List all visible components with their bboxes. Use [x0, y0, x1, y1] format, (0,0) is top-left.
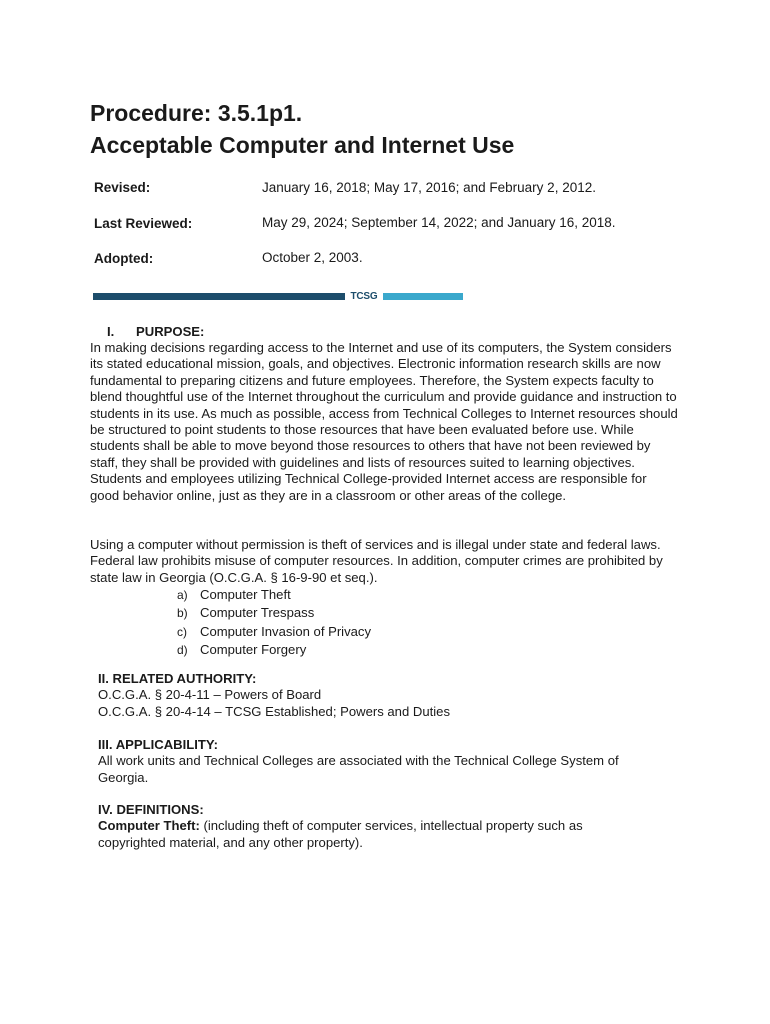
list-item-text: Computer Theft	[200, 587, 291, 602]
revision-info	[94, 180, 694, 285]
list-item-text: Computer Invasion of Privacy	[200, 623, 372, 639]
reviewed-row	[94, 215, 694, 250]
tcsg-logo: TCSG	[350, 291, 378, 302]
reviewed-value: May 29, 2024; September 14, 2022; and January 16, 2018.	[262, 215, 616, 230]
purpose-paragraph-1-text: In making decisions regarding access to the Internet and use of its computers, the System considers its stated educational mission, goals, and objectives. Electronic information research skills are now fundamental to preparing citizens and future employees. Therefore, the System expects faculty to blend thoughtful use of the Internet throughout the curriculum and provide guidance and instruction to students in its use. As much as possible, access from Technical Colleges to Internet resources should be structured to point students to those resources that have been evaluated before use. While students shall be able to move beyond those resources to others that have not been reviewed by staff, they shall be provided with guidelines and lists of resources suited to learning objectives. Students and employees utilizing Technical College-provided Internet access are responsible for good behavior online, just as they are in a classroom or other areas of the college.	[90, 340, 678, 503]
purpose-paragraph-2	[90, 537, 665, 586]
applicability-section	[98, 737, 658, 786]
purpose-number: I.	[107, 324, 115, 339]
related-authority-heading: II. RELATED AUTHORITY:	[98, 671, 257, 686]
adopted-label: Adopted:	[94, 251, 154, 266]
list-item	[177, 641, 371, 659]
definition-term: Computer Theft:	[98, 818, 200, 834]
divider-bar-light	[383, 293, 463, 300]
authority-line-2: O.C.G.A. § 20-4-14 – TCSG Established; Powers and Duties	[98, 703, 450, 719]
header-divider	[93, 292, 463, 301]
applicability-text: All work units and Technical Colleges are associated with the Technical College System of Georgia.	[98, 753, 619, 785]
revised-label: Revised:	[94, 180, 151, 195]
adopted-row	[94, 250, 694, 285]
purpose-heading-text: PURPOSE:	[136, 324, 205, 339]
definitions-heading: IV. DEFINITIONS:	[98, 802, 204, 817]
crime-list	[177, 586, 371, 659]
list-item	[177, 623, 371, 641]
revised-value: January 16, 2018; May 17, 2016; and February 2, 2012.	[262, 180, 596, 195]
document-title	[90, 97, 690, 161]
purpose-paragraph-1	[90, 340, 678, 504]
revised-row	[94, 180, 694, 215]
related-authority-section	[98, 671, 698, 720]
purpose-paragraph-2-text: Using a computer without permission is theft of services and is illegal under state and federal laws. Federal law prohibits misuse of computer resources. In addition, computer crimes are prohibited by state law in Georgia (O.C.G.A. § 16-9-90 et seq.).	[90, 537, 663, 585]
applicability-heading: III. APPLICABILITY:	[98, 737, 219, 752]
list-marker: a)	[177, 588, 188, 602]
list-item	[177, 586, 371, 604]
list-marker: b)	[177, 606, 188, 621]
divider-bar-dark	[93, 293, 345, 300]
reviewed-label: Last Reviewed:	[94, 216, 193, 231]
list-item-text: Computer Forgery	[200, 641, 307, 657]
procedure-title: Acceptable Computer and Internet Use	[90, 132, 515, 158]
authority-line-1: O.C.G.A. § 20-4-11 – Powers of Board	[98, 687, 322, 703]
list-item	[177, 604, 371, 622]
procedure-number: Procedure: 3.5.1p1.	[90, 100, 303, 126]
list-marker: c)	[177, 624, 187, 639]
adopted-value: October 2, 2003.	[262, 250, 363, 265]
definition-text: (including theft of computer services, intellectual property such as copyrighted material, and any other property).	[98, 818, 583, 850]
purpose-heading	[107, 324, 204, 339]
list-marker: d)	[177, 642, 188, 657]
definitions-section	[98, 802, 638, 851]
definition-computer-theft	[98, 818, 638, 851]
list-item-text: Computer Trespass	[200, 605, 315, 621]
